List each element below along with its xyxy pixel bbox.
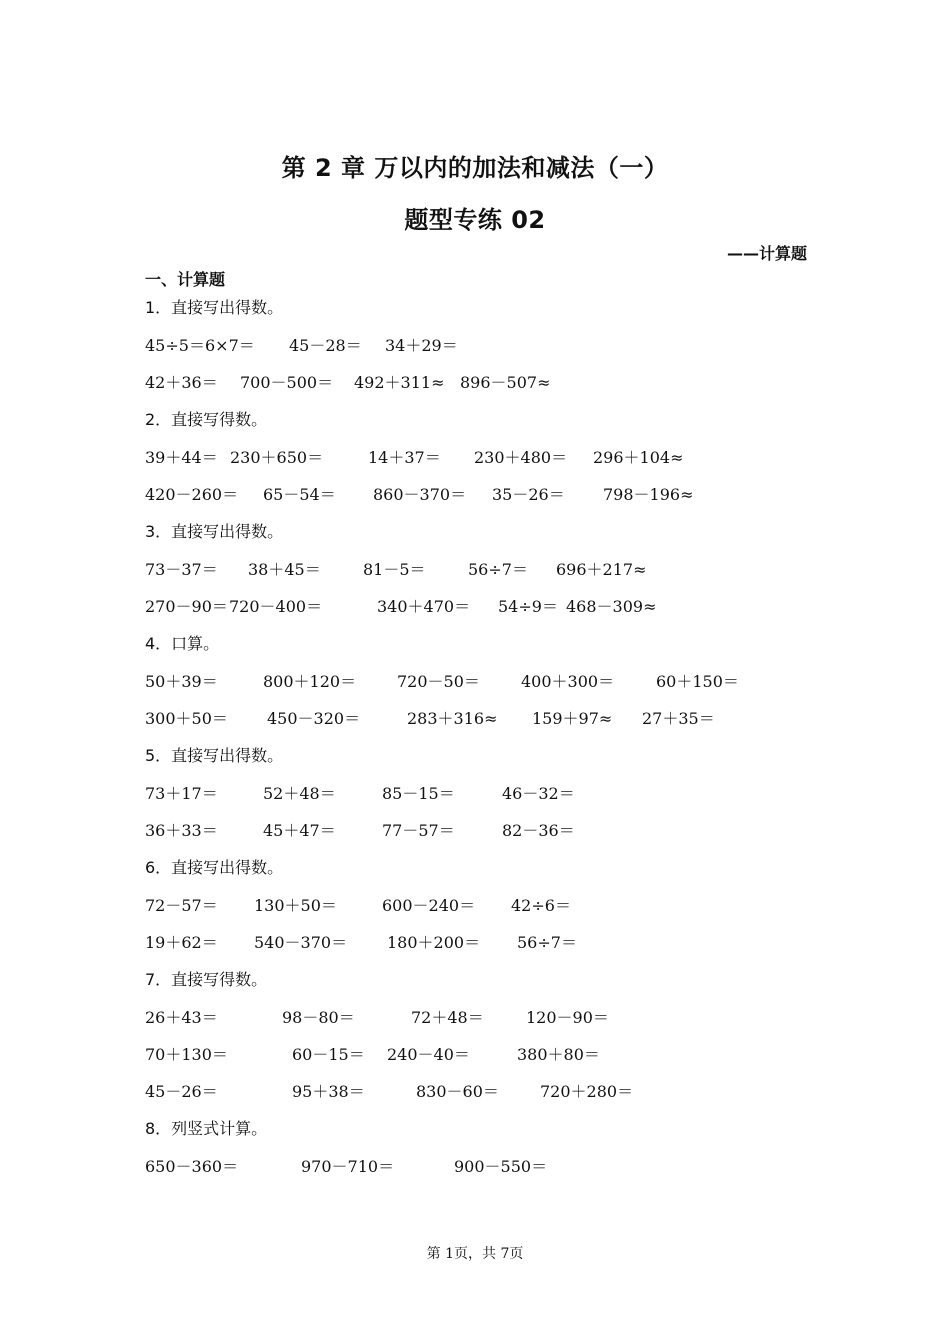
equation-item: 38＋45＝ (248, 560, 321, 579)
equation-item: 300＋50＝ (145, 709, 228, 728)
equation-item: 77－57＝ (382, 821, 455, 840)
equation-item: 42÷6＝ (511, 896, 571, 915)
equation-item: 970－710＝ (301, 1157, 395, 1176)
question-title: 6．直接写出得数。 (145, 858, 284, 877)
equation-item: 6×7＝ (205, 336, 255, 355)
equation-row (145, 782, 785, 806)
equation-row (145, 334, 785, 358)
question-title: 2．直接写得数。 (145, 410, 268, 429)
equation-item: 830－60＝ (416, 1082, 499, 1101)
equation-item: 60＋150＝ (656, 672, 739, 691)
question-title: 1．直接写出得数。 (145, 298, 284, 317)
equation-item: 720＋280＝ (540, 1082, 634, 1101)
equation-item: 45÷5＝ (145, 336, 205, 355)
equation-item: 270－90＝ (145, 597, 228, 616)
equation-row (145, 1080, 785, 1104)
equation-row (145, 707, 785, 731)
equation-row (145, 1155, 785, 1179)
equation-item: 900－550＝ (454, 1157, 548, 1176)
equation-item: 180＋200＝ (387, 933, 481, 952)
equation-item: 400＋300＝ (521, 672, 615, 691)
equation-item: 73－37＝ (145, 560, 218, 579)
topic-label: ——计算题 (726, 244, 807, 263)
equation-item: 27＋35＝ (642, 709, 715, 728)
equation-row (145, 894, 785, 918)
equation-item: 56÷7＝ (468, 560, 528, 579)
question-title: 3．直接写出得数。 (145, 522, 284, 541)
section-heading: 一、计算题 (145, 270, 226, 289)
equation-row (145, 1043, 785, 1067)
equation-item: 56÷7＝ (517, 933, 577, 952)
equation-item: 340＋470＝ (377, 597, 471, 616)
equation-item: 296＋104≈ (593, 448, 684, 467)
equation-item: 860－370＝ (373, 485, 467, 504)
equation-item: 130＋50＝ (254, 896, 337, 915)
equation-item: 600－240＝ (382, 896, 476, 915)
equation-item: 120－90＝ (526, 1008, 609, 1027)
equation-item: 70＋130＝ (145, 1045, 228, 1064)
equation-item: 52＋48＝ (263, 784, 336, 803)
equation-item: 230＋650＝ (230, 448, 324, 467)
practice-title: 题型专练 02 (404, 206, 546, 234)
equation-item: 800＋120＝ (263, 672, 357, 691)
equation-item: 19＋62＝ (145, 933, 218, 952)
equation-item: 45＋47＝ (263, 821, 336, 840)
equation-item: 73＋17＝ (145, 784, 218, 803)
equation-item: 700－500＝ (240, 373, 334, 392)
equation-item: 45－26＝ (145, 1082, 218, 1101)
question-title: 5．直接写出得数。 (145, 746, 284, 765)
question-title: 8．列竖式计算。 (145, 1119, 268, 1138)
equation-item: 50＋39＝ (145, 672, 218, 691)
equation-item: 46－32＝ (502, 784, 575, 803)
equation-item: 81－5＝ (363, 560, 426, 579)
equation-item: 72＋48＝ (411, 1008, 484, 1027)
equation-item: 65－54＝ (263, 485, 336, 504)
equation-row (145, 819, 785, 843)
equation-item: 95＋38＝ (292, 1082, 365, 1101)
equation-item: 85－15＝ (382, 784, 455, 803)
equation-item: 468－309≈ (566, 597, 657, 616)
equation-item: 230＋480＝ (474, 448, 568, 467)
equation-item: 798－196≈ (603, 485, 694, 504)
equation-item: 36＋33＝ (145, 821, 218, 840)
equation-item: 696＋217≈ (556, 560, 647, 579)
question-title: 7．直接写得数。 (145, 970, 268, 989)
equation-item: 720－50＝ (397, 672, 480, 691)
equation-row (145, 558, 785, 582)
equation-row (145, 670, 785, 694)
equation-row (145, 1006, 785, 1030)
equation-item: 45－28＝ (289, 336, 362, 355)
equation-item: 240－40＝ (387, 1045, 470, 1064)
equation-row (145, 371, 785, 395)
equation-item: 380＋80＝ (517, 1045, 600, 1064)
equation-row (145, 595, 785, 619)
question-title: 4．口算。 (145, 634, 220, 653)
equation-item: 720－400＝ (229, 597, 323, 616)
equation-item: 26＋43＝ (145, 1008, 218, 1027)
equation-item: 82－36＝ (502, 821, 575, 840)
equation-item: 896－507≈ (460, 373, 551, 392)
equation-item: 34＋29＝ (385, 336, 458, 355)
chapter-title: 第 2 章 万以内的加法和减法（一） (281, 154, 669, 182)
equation-item: 35－26＝ (492, 485, 565, 504)
equation-item: 450－320＝ (267, 709, 361, 728)
equation-item: 39＋44＝ (145, 448, 218, 467)
equation-row (145, 446, 785, 470)
equation-row (145, 931, 785, 955)
equation-item: 492＋311≈ (354, 373, 445, 392)
equation-item: 159＋97≈ (532, 709, 613, 728)
equation-item: 98－80＝ (282, 1008, 355, 1027)
equation-item: 60－15＝ (292, 1045, 365, 1064)
equation-item: 650－360＝ (145, 1157, 239, 1176)
equation-item: 42＋36＝ (145, 373, 218, 392)
equation-row (145, 483, 785, 507)
page-number: 第 1页，共 7页 (426, 1246, 524, 1262)
equation-item: 54÷9＝ (498, 597, 558, 616)
equation-item: 540－370＝ (254, 933, 348, 952)
equation-item: 72－57＝ (145, 896, 218, 915)
equation-item: 14＋37＝ (368, 448, 441, 467)
equation-item: 283＋316≈ (407, 709, 498, 728)
equation-item: 420－260＝ (145, 485, 239, 504)
